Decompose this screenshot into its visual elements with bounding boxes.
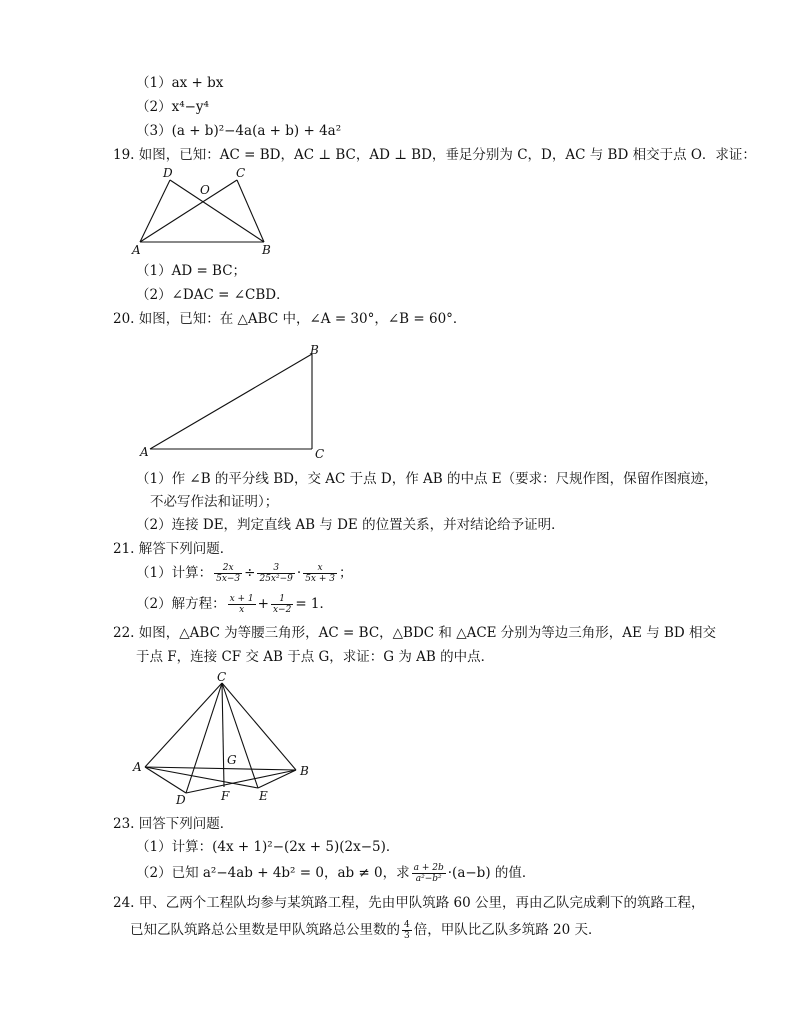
q24-frac: $\frac{4}{3}$ (404, 920, 410, 941)
q22-segment-CE (222, 683, 258, 788)
q21-frac-1: $\frac{2x}{5x-3}$ (216, 563, 241, 584)
q22-segment-AB (145, 767, 296, 770)
q23-p2-prefix: （2）已知 a²−4ab + 4b² = 0，ab ≠ 0，求 (136, 865, 410, 881)
q20-part1-a: （1）作 ∠B 的平分线 BD，交 AC 于点 D，作 AB 的中点 E（要求：尺规作图，保留作图痕迹， (136, 471, 718, 487)
q19-label-D: D (163, 166, 173, 180)
q21-frac-4: $\frac{x + 1}{x}$ (229, 594, 254, 615)
q19-part-2: （2）∠DAC = ∠CBD． (136, 287, 290, 303)
q22-label-G: G (227, 753, 237, 767)
q19-label-C: C (236, 166, 246, 180)
q19-label-B: B (262, 243, 271, 257)
q21-frac-3: $\frac{x}{5x + 3}$ (305, 563, 335, 584)
q22-segment-AE (145, 767, 258, 788)
q23-part-1: （1）计算：(4x + 1)²−(2x + 5)(2x−5)． (136, 839, 400, 855)
q22-label-B: B (300, 764, 309, 778)
q23-part-2 (136, 863, 535, 884)
q22-label-F: F (221, 789, 230, 803)
q22-stem-a: 22. 如图，△ABC 为等腰三角形，AC = BC，△BDC 和 △ACE 分别为等边三角形，AE 与 BD 相交 (113, 625, 717, 641)
q20-label-C: C (315, 447, 325, 461)
q24-line-1: 24. 甲、乙两个工程队均参与某筑路工程，先由甲队筑路 60 公里，再由乙队完成剩下的筑路工程， (113, 895, 705, 911)
q18-part-2: （2）x⁴−y⁴ (136, 99, 209, 115)
q22-label-C: C (217, 670, 227, 684)
q19-part-1: （1）AD = BC； (136, 263, 247, 279)
q18-part-1: （1）ax + bx (136, 75, 224, 91)
q22-segment-CG (222, 683, 224, 787)
q21-part-1 (136, 563, 352, 584)
q20-part1-b: 不必写作法和证明）； (150, 494, 279, 510)
q20-segment-AB (150, 354, 312, 449)
q24-line2-end: 倍，甲队比乙队多筑路 20 天． (413, 922, 602, 938)
q19-segment-CA (140, 180, 237, 242)
q19-label-O: O (200, 183, 210, 197)
q23-frac: $\frac{a + 2b}{\text{a²−b²}}$ (413, 863, 444, 884)
q22-segment-CA (145, 683, 222, 767)
q22-segment-CB (222, 683, 296, 770)
q21-op-2: · (296, 565, 302, 581)
q19-segment-DA (140, 180, 170, 242)
q20-stem: 20. 如图，已知：在 △ABC 中，∠A = 30°，∠B = 60°． (113, 311, 467, 327)
q21-frac-2: $\frac{3}{\text{25x²−9}}$ (259, 563, 293, 584)
q20-label-B: B (310, 343, 319, 357)
q23-p2-end: ·(a−b) 的值． (447, 865, 536, 881)
q22-label-A: A (133, 760, 142, 774)
q21-frac-5: $\frac{1}{x-2}$ (272, 594, 292, 615)
q21-p1-end: ； (338, 565, 353, 581)
q21-op-1: ÷ (244, 565, 256, 581)
q21-stem: 21. 解答下列问题． (113, 541, 234, 557)
q22-segment-BE (258, 770, 296, 788)
q24-line-2 (130, 920, 602, 941)
q20-part2: （2）连接 DE，判定直线 AB 与 DE 的位置关系，并对结论给予证明． (136, 517, 565, 533)
q22-segment-CD (186, 683, 222, 793)
q21-p1-prefix: （1）计算： (136, 565, 213, 581)
q24-line2-prefix: 已知乙队筑路总公里数是甲队筑路总公里数的 (130, 922, 400, 938)
q23-stem: 23. 回答下列问题． (113, 816, 234, 832)
q21-p2-prefix: （2）解方程： (136, 596, 226, 612)
q19-segment-CB (237, 180, 264, 242)
q21-part-2 (136, 594, 333, 615)
q19-stem: 19. 如图，已知：AC = BD，AC ⊥ BC，AD ⊥ BD，垂足分别为 C，D，AC 与 BD 相交于点 O．求证： (113, 147, 756, 163)
q20-label-A: A (140, 445, 149, 459)
q22-segment-BD (186, 770, 296, 793)
q22-stem-b: 于点 F，连接 CF 交 AB 于点 G，求证：G 为 AB 的中点． (136, 649, 495, 665)
q22-label-D: D (176, 793, 186, 807)
q22-label-E: E (259, 789, 268, 803)
q21-op-3: + (257, 596, 269, 612)
q18-part-3: （3）(a + b)²−4a(a + b) + 4a² (136, 123, 342, 139)
q22-segment-AD (145, 767, 186, 793)
q19-segment-DB (170, 180, 264, 242)
q21-p2-end: = 1． (295, 596, 334, 612)
q19-label-A: A (132, 243, 141, 257)
